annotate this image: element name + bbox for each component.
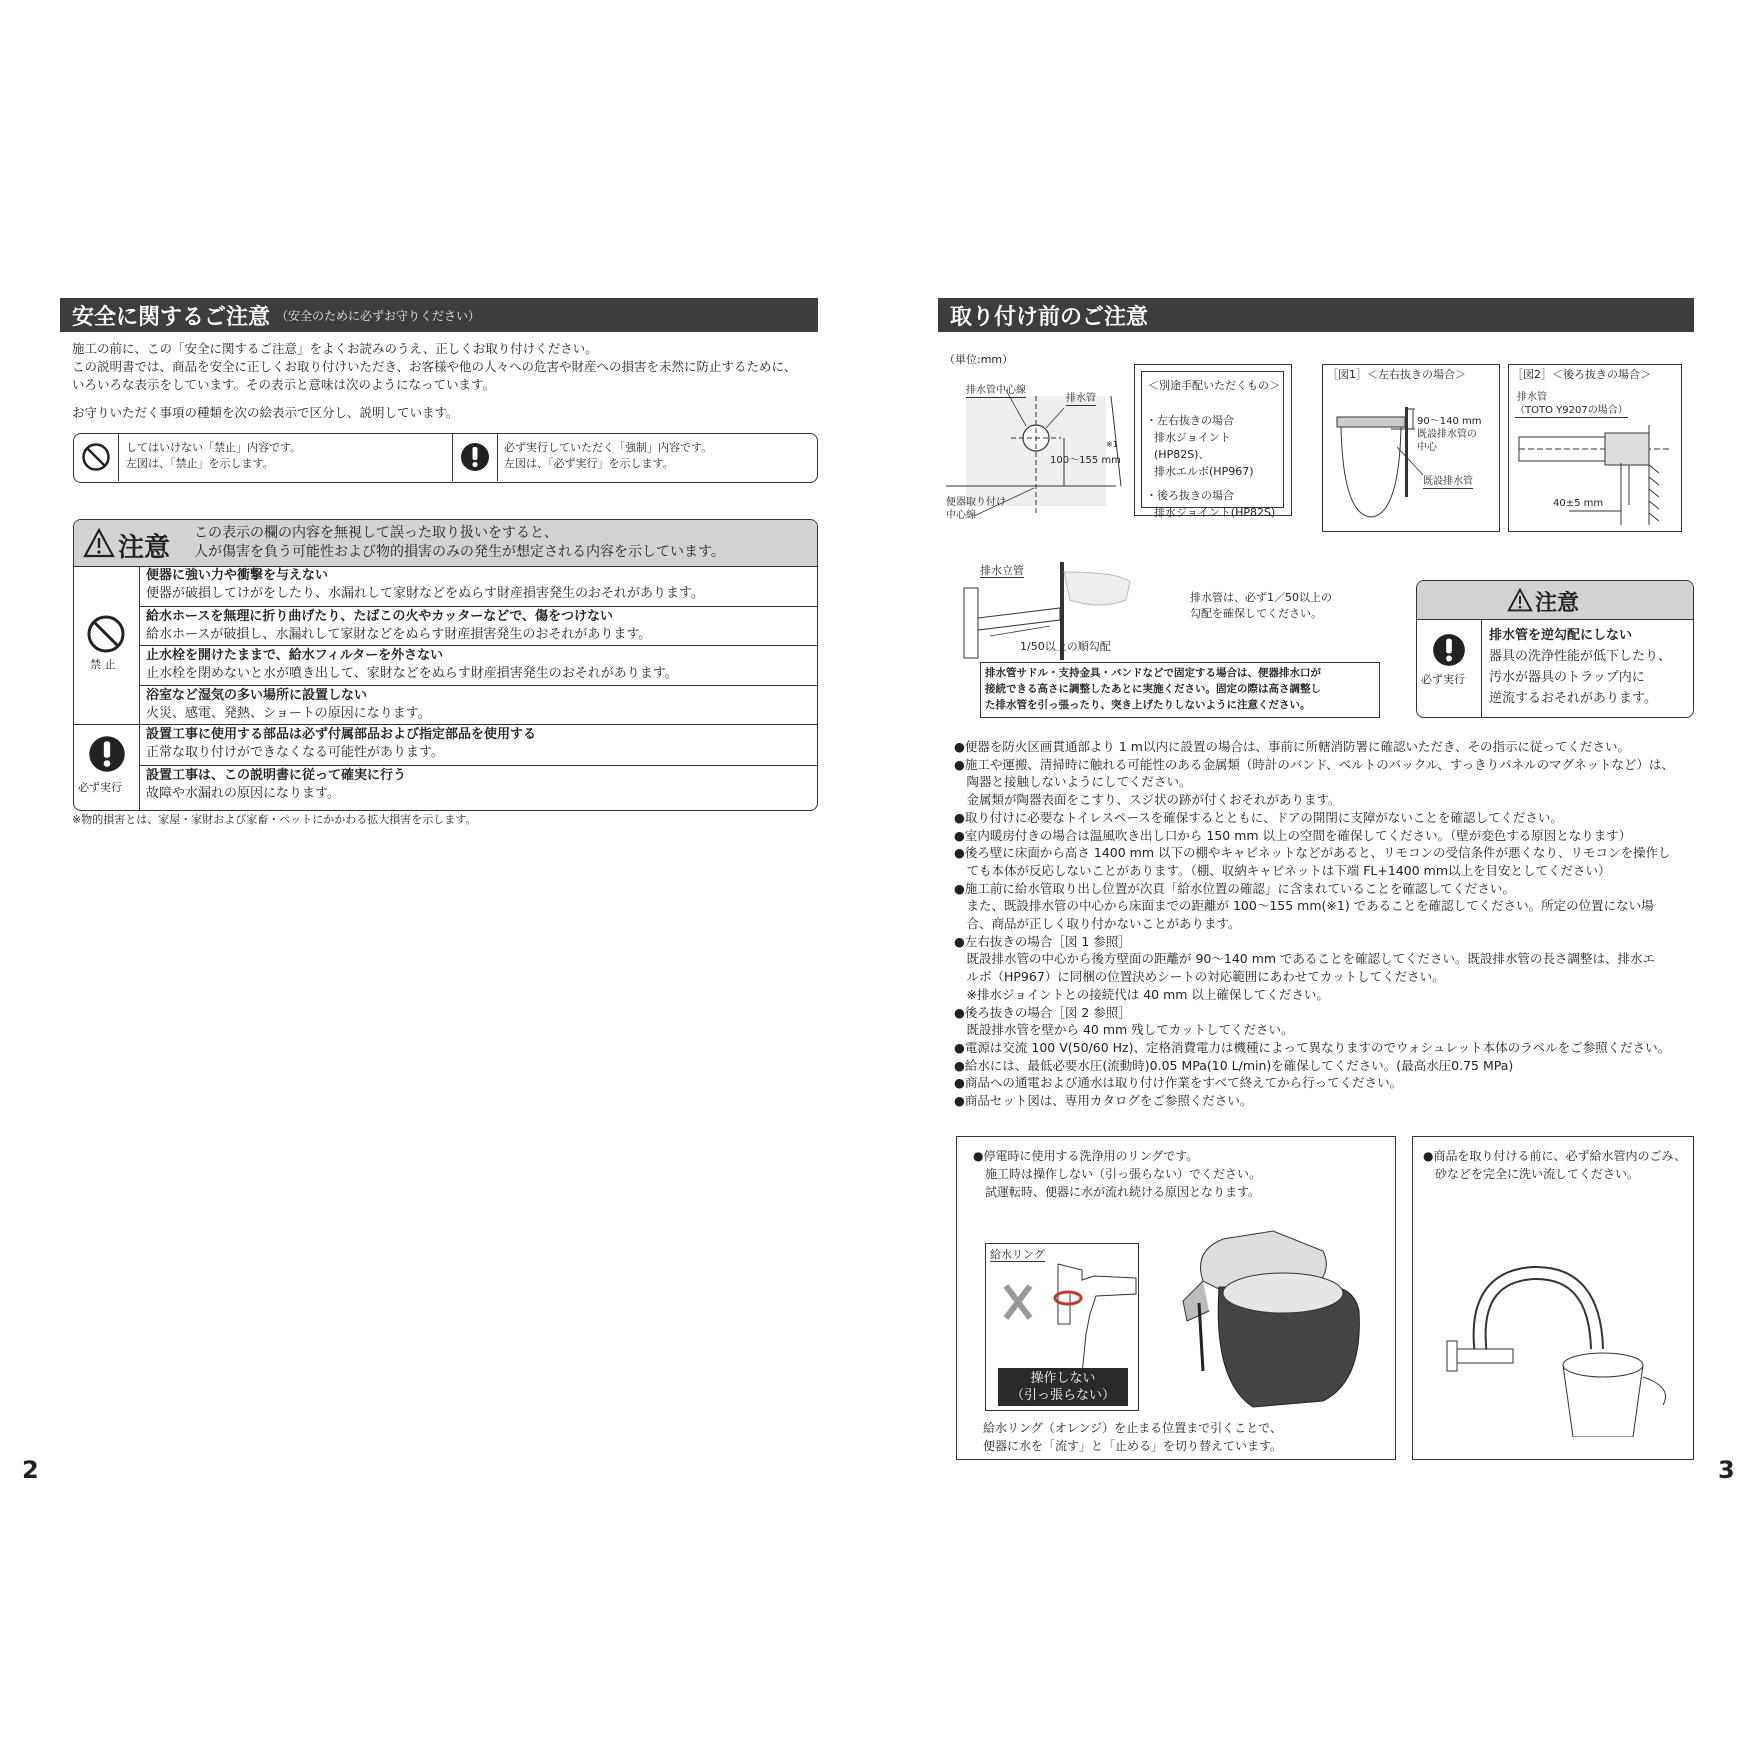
ring-detail-box <box>985 1243 1139 1411</box>
fixing-note-line: 接続できる高さに調整したあとに実施ください。固定の際は高さ調整し <box>985 683 1321 695</box>
bullet-line: 既設排水管の中心から後方壁面の距離が 90～140 mm であることを確認してください。既設排水管の長さ調整は、排水エ <box>954 951 1656 967</box>
fixing-note-line: た排水管を引っ張ったり、突き上げたりしないように注意ください。 <box>985 699 1311 711</box>
flush-note-line: ●商品を取り付ける前に、必ず給水管内のごみ、 <box>1423 1149 1687 1163</box>
icon-legend <box>73 433 818 483</box>
pipe-fixing-note <box>980 662 1380 718</box>
caution-row <box>140 685 817 724</box>
right-page-title-bar <box>938 298 1694 332</box>
bullet-line: ●電源は交流 100 V(50/60 Hz)、定格消費電力は機種によって異なりますのでウォシュレット本体のラベルをご参照ください。 <box>954 1039 1671 1055</box>
toilet-center-label <box>946 496 1006 522</box>
legend-line: 左図は、「必ず実行」を示します。 <box>504 457 674 470</box>
ring-footer-line: 給水リング（オレンジ）を止まる位置まで引くことで、 <box>983 1421 1282 1435</box>
bullet-line: ●後ろ壁に床面から高さ 1400 mm 以下の棚やキャビネットなどがあると、リモコンの受信条件が悪くなり、リモコンを操作し <box>954 845 1671 861</box>
separate-parts-inner <box>1141 371 1284 519</box>
warning-triangle-icon <box>83 528 115 558</box>
right-page-title: 取り付け前のご注意 <box>950 304 1149 330</box>
intro-line: この説明書では、商品を安全に正しくお取り付けいただき、お客様や他の人々への危害や財産への損害を未然に防止するために、 <box>72 359 797 374</box>
bullet-line: 金属類が陶器表面をこすり、スジ状の跡が付くおそれがあります。 <box>954 792 1341 808</box>
precaution-bullets <box>954 738 1694 1110</box>
caution-row-title: 給水ホースを無理に折り曲げたり、たばこの火やカッターなどで、傷をつけない <box>146 609 613 624</box>
left-page-subtitle: （安全のために必ずお守りください） <box>276 308 481 323</box>
bullet-line: ※排水ジョイントとの接続代は 40 mm 以上確保してください。 <box>954 986 1329 1002</box>
right-caution-text <box>1489 625 1671 709</box>
flush-note <box>1423 1147 1686 1183</box>
bullet-line: 陶器と接触しないようにしてください。 <box>954 774 1192 790</box>
separate-list <box>1146 412 1283 521</box>
footnote: ※物的損害とは、家屋・家財および家畜・ペットにかかわる拡大損害を示します。 <box>72 813 477 826</box>
do-not-operate-badge <box>998 1368 1128 1406</box>
caution-row-title: 浴室など湿気の多い場所に設置しない <box>146 688 368 703</box>
caution-row-desc: 給水ホースが破損し、水漏れして家財などをぬらす財産損害発生のおそれがあります。 <box>146 627 652 642</box>
ring-intro-line: ●停電時に使用する洗浄用のリングです。 <box>973 1149 1199 1163</box>
bullet-line: ●施工や運搬、清掃時に触れる可能性のある金属類（時計のバンド、ベルトのバックル、すっきりパネルのマグネットなど）は、 <box>954 756 1675 772</box>
figure-1 <box>1322 364 1500 532</box>
fixing-note-line: 排水管サドル・支持金具・バンドなどで固定する場合は、便器排水口が <box>985 667 1321 679</box>
bullet-line: ●給水には、最低必要水圧(流動時)0.05 MPa(10 L/min)を確保してください。(最高水圧0.75 MPa) <box>954 1057 1514 1073</box>
drain-pipe-label: 排水管 <box>1066 393 1096 404</box>
caution-desc-line: 人が傷害を負う可能性および物的損害のみの発生が想定される内容を示しています。 <box>194 544 725 560</box>
dim-100-155: 100～155 mm <box>1050 455 1121 466</box>
right-caution-title: 排水管を逆勾配にしない <box>1489 628 1633 643</box>
separate-title: ＜別途手配いただくもの＞ <box>1148 379 1280 392</box>
caution-row <box>140 566 817 604</box>
must-do-icon <box>88 735 126 773</box>
ring-intro-line: 施工時は操作しない（引っ張らない）でください。 <box>985 1167 1262 1181</box>
fig1-label-line: 既設排水管の <box>1417 429 1477 440</box>
must-do-icon <box>1432 633 1466 667</box>
right-must-label: 必ず実行 <box>1421 673 1465 686</box>
caution-row-title: 設置工事に使用する部品は必ず付属部品および指定部品を使用する <box>146 727 537 742</box>
caution-row-title: 便器に強い力や衝撃を与えない <box>146 568 329 583</box>
toilet-center-line: 中心線 <box>946 510 976 521</box>
left-intro <box>72 340 822 394</box>
bullet-line: ●商品への通電および通水は取り付け作業をすべて終えてから行ってください。 <box>954 1075 1403 1091</box>
separate-line: ・後ろ抜きの場合 <box>1146 489 1234 502</box>
right-must-column <box>1417 619 1482 718</box>
ring-intro <box>973 1147 1261 1201</box>
figure-2 <box>1508 364 1682 532</box>
ring-footer <box>983 1419 1282 1455</box>
separate-line: 排水エルボ(HP967) <box>1154 465 1254 478</box>
bullet-line: ルボ（HP967）に同梱の位置決めシートの対応範囲にあわせてカットしてください。 <box>954 969 1445 985</box>
caution-table <box>73 519 818 811</box>
warning-triangle-icon <box>1507 588 1533 612</box>
caution-row-desc: 止水栓を閉めないと水が噴き出して、家財などをぬらす財産損害発生のおそれがあります。 <box>146 666 678 681</box>
bullet-line: ●便器を防火区画貫通部より 1 m以内に設置の場合は、事前に所轄消防署に確認いただき、その指示に従ってください。 <box>954 739 1630 754</box>
bullet-line: ●左右抜きの場合［図 1 参照］ <box>954 933 1131 949</box>
page-number-left: 2 <box>22 1456 39 1484</box>
unit-label: （単位:mm） <box>944 353 1014 366</box>
caution-desc-line: この表示の欄の内容を無視して誤った取り扱いをすると、 <box>194 525 558 541</box>
left-page-title-bar <box>60 298 818 332</box>
caution-row-title: 止水栓を開けたままで、給水フィルターを外さない <box>146 648 444 663</box>
legend-prohibit-text <box>126 440 301 472</box>
legend-must-text <box>504 440 712 472</box>
riser-label: 排水立管 <box>980 564 1024 577</box>
left-page-title: 安全に関するご注意 <box>72 304 271 330</box>
caution-row-desc: 故障や水漏れの原因になります。 <box>146 786 340 801</box>
flush-note-line: 砂などを完全に洗い流してください。 <box>1435 1167 1640 1181</box>
caution-row-desc: 便器が破損してけがをしたり、水漏れして家財などをぬらす財産損害発生のおそれがあります。 <box>146 586 704 601</box>
drain-position-figure <box>946 376 1126 536</box>
drain-center-label: 排水管中心線 <box>966 385 1026 396</box>
separate-line: 排水ジョイント(HP82S)、 <box>1154 431 1231 461</box>
right-caution-line: 汚水が器具のトラップ内に <box>1489 670 1645 685</box>
slope-note <box>1190 590 1332 622</box>
caution-row <box>140 606 817 645</box>
right-caution-line: 器具の洗浄性能が低下したり、 <box>1489 649 1672 664</box>
bullet-line: 既設排水管を壁から 40 mm 残してカットしてください。 <box>954 1022 1294 1038</box>
flush-pipe-box <box>1412 1136 1694 1460</box>
toilet-illustration <box>1163 1211 1383 1411</box>
ring-label: 給水リング <box>990 1248 1045 1261</box>
bullet-line: ●室内暖房付きの場合は温風吹き出し口から 150 mm 以上の空間を確保してください。（壁が変色する原因となります） <box>954 827 1632 843</box>
legend-line: 左図は、「禁止」を示します。 <box>126 457 274 470</box>
supply-ring-box <box>956 1136 1396 1460</box>
prohibit-label: 禁 止 <box>90 658 116 671</box>
fig2-dim: 40±5 mm <box>1553 498 1604 509</box>
caution-row <box>140 765 817 804</box>
fig2-title: ［図2］＜後ろ抜きの場合＞ <box>1512 368 1651 381</box>
bullet-line: また、既設排水管の中心から床面までの距離が 100～155 mm(※1) であることを確認してください。所定の位置にない場 <box>954 898 1654 914</box>
caution-row-desc: 火災、感電、発熱、ショートの原因になります。 <box>146 706 431 721</box>
caution-row <box>140 724 817 763</box>
legend-line: してはいけない「禁止」内容です。 <box>126 441 302 454</box>
fig2-toto-label: （TOTO Y9207の場合） <box>1515 405 1628 416</box>
bullet-line: ても本体が反応しないことがあります。（棚、収納キャビネットは下端 FL+1400 mm以上を目安としてください） <box>954 862 1611 878</box>
must-label: 必ず実行 <box>78 781 122 794</box>
legend-prohibit-cell <box>74 434 119 481</box>
star1-label: ※1 <box>1106 440 1118 449</box>
ring-intro-line: 試運転時、便器に水が流れ続ける原因となります。 <box>985 1185 1261 1199</box>
prohibit-icon <box>86 614 126 654</box>
intro-line: いろいろな表示をしています。その表示と意味は次のようになっています。 <box>72 377 496 392</box>
caution-label: 注意 <box>118 533 171 563</box>
bullet-line: 合、商品が正しく取り付かないことがあります。 <box>954 916 1241 932</box>
separate-line: 排水ジョイント(HP82S) <box>1154 506 1276 519</box>
bullet-line: ●施工前に給水管取り出し位置が次頁「給水位置の確認」に含まれていることを確認してください。 <box>954 880 1515 896</box>
slope-figure <box>950 560 1170 660</box>
right-caution-label: 注意 <box>1535 591 1580 616</box>
right-caution-header <box>1417 581 1693 620</box>
badge-line: 操作しない <box>1030 1371 1096 1386</box>
legend-line: 必ず実行していただく「強制」内容です。 <box>504 441 713 454</box>
prohibit-icon <box>81 442 111 472</box>
bullet-line: ●商品セット図は、専用カタログをご参照ください。 <box>954 1093 1253 1109</box>
caution-row-desc: 正常な取り付けができなくなる可能性があります。 <box>146 745 444 760</box>
fig1-pipe-center <box>1417 428 1477 454</box>
caution-row-title: 設置工事は、この説明書に従って確実に行う <box>146 768 407 783</box>
slope-note-line: 勾配を確保してください。 <box>1190 607 1322 620</box>
slope-label: 1/50以上の順勾配 <box>1020 640 1111 653</box>
intro-line: 施工の前に、この「安全に関するご注意」をよくお読みのうえ、正しくお取り付けください。 <box>72 341 598 356</box>
ring-footer-line: 便器に水を「流す」と「止める」を切り替えています。 <box>983 1439 1283 1453</box>
separate-parts-box <box>1134 364 1292 519</box>
must-column <box>74 724 140 810</box>
faucet-bucket-illustration <box>1423 1237 1683 1437</box>
legend-must-cell <box>452 434 498 481</box>
slope-note-line: 排水管は、必ず1／50以上の <box>1190 591 1332 604</box>
fig1-label-line: 中心 <box>1417 442 1437 453</box>
caution-description <box>194 524 725 562</box>
caution-row <box>140 645 817 684</box>
page-number-right: 3 <box>1718 1456 1735 1484</box>
bullet-line: ●取り付けに必要なトイレスペースを確保するとともに、ドアの開閉に支障がないことを確認してください。 <box>954 809 1563 825</box>
bullet-line: ●後ろ抜きの場合［図 2 参照］ <box>954 1004 1131 1020</box>
toilet-center-line: 便器取り付け <box>946 497 1006 508</box>
fig1-title: ［図1］＜左右抜きの場合＞ <box>1327 368 1466 381</box>
fig1-dim: 90～140 mm <box>1417 416 1482 427</box>
types-intro: お守りいただく事項の種類を次の絵表示で区分し、説明しています。 <box>72 405 459 420</box>
separate-line: ・左右抜きの場合 <box>1146 414 1234 427</box>
must-do-icon <box>460 442 490 472</box>
fig1-pipe-label: 既設排水管 <box>1423 476 1473 487</box>
prohibit-column <box>74 566 140 724</box>
fig2-pipe-label: 排水管 <box>1517 392 1547 403</box>
reverse-slope-caution <box>1416 580 1694 718</box>
caution-header <box>74 520 817 567</box>
badge-line: （引っ張らない） <box>1010 1388 1115 1403</box>
right-caution-line: 逆流するおそれがあります。 <box>1489 691 1657 706</box>
